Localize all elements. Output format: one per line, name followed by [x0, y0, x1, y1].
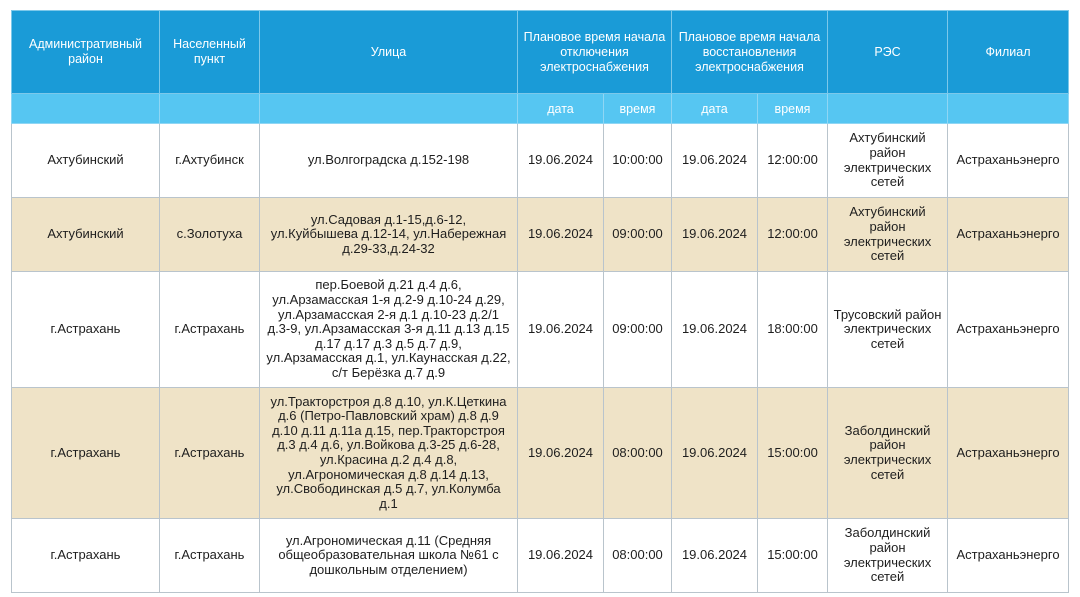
cell-on-time: 18:00:00	[758, 272, 828, 388]
cell-res: Трусовский район электрических сетей	[828, 272, 948, 388]
outage-schedule-table	[11, 10, 1069, 593]
table-header	[12, 11, 1069, 124]
cell-res: Заболдинский район электрических сетей	[828, 388, 948, 519]
header-street: Улица	[260, 11, 518, 94]
header-off-time: Плановое время начала отключения электроснабжения	[518, 11, 672, 94]
cell-on-time: 15:00:00	[758, 388, 828, 519]
cell-off-date: 19.06.2024	[518, 519, 604, 593]
header-on-time: Плановое время начала восстановления электроснабжения	[672, 11, 828, 94]
cell-district: г.Астрахань	[12, 272, 160, 388]
cell-branch: Астраханьэнерго	[948, 272, 1069, 388]
cell-settlement: с.Золотуха	[160, 198, 260, 272]
cell-res: Ахтубинский район электрических сетей	[828, 198, 948, 272]
cell-settlement: г.Ахтубинск	[160, 124, 260, 198]
subheader-on-date: дата	[672, 94, 758, 124]
cell-district: г.Астрахань	[12, 388, 160, 519]
cell-off-date: 19.06.2024	[518, 388, 604, 519]
cell-res: Заболдинский район электрических сетей	[828, 519, 948, 593]
table-row	[12, 198, 1069, 272]
subheader-row	[12, 94, 1069, 124]
cell-branch: Астраханьэнерго	[948, 388, 1069, 519]
cell-off-date: 19.06.2024	[518, 272, 604, 388]
cell-on-date: 19.06.2024	[672, 124, 758, 198]
subheader-on-time: время	[758, 94, 828, 124]
cell-branch: Астраханьэнерго	[948, 519, 1069, 593]
cell-on-date: 19.06.2024	[672, 272, 758, 388]
cell-district: Ахтубинский	[12, 124, 160, 198]
cell-street: пер.Боевой д.21 д.4 д.6, ул.Арзамасская 1-я д.2-9 д.10-24 д.29, ул.Арзамасская 2-я д.1 д.10-23 д.2/1 д.3-9, ул.Арзамасская 3-я д.11 д.13 д.15 д.17 д.17 д.3 д.5 д.7 д.9, ул.Арзамасская д.1, ул.Каунасская д.22, с/т Берёзка д.7 д.9	[260, 272, 518, 388]
header-branch: Филиал	[948, 11, 1069, 94]
subheader-off-date: дата	[518, 94, 604, 124]
subheader-off-time: время	[604, 94, 672, 124]
cell-on-date: 19.06.2024	[672, 519, 758, 593]
header-row	[12, 11, 1069, 94]
cell-off-time: 08:00:00	[604, 519, 672, 593]
cell-street: ул.Агрономическая д.11 (Средняя общеобразовательная школа №61 с дошкольным отделением)	[260, 519, 518, 593]
subheader-empty-street	[260, 94, 518, 124]
header-settlement: Населенный пункт	[160, 11, 260, 94]
cell-on-time: 12:00:00	[758, 124, 828, 198]
cell-off-date: 19.06.2024	[518, 198, 604, 272]
table-body	[12, 124, 1069, 593]
cell-off-time: 09:00:00	[604, 272, 672, 388]
cell-settlement: г.Астрахань	[160, 519, 260, 593]
cell-on-time: 15:00:00	[758, 519, 828, 593]
cell-on-date: 19.06.2024	[672, 388, 758, 519]
table-row	[12, 124, 1069, 198]
cell-street: ул.Волгоградска д.152-198	[260, 124, 518, 198]
table-row	[12, 519, 1069, 593]
cell-off-time: 09:00:00	[604, 198, 672, 272]
cell-off-time: 10:00:00	[604, 124, 672, 198]
cell-branch: Астраханьэнерго	[948, 124, 1069, 198]
cell-settlement: г.Астрахань	[160, 388, 260, 519]
cell-district: Ахтубинский	[12, 198, 160, 272]
cell-street: ул.Садовая д.1-15,д.6-12, ул.Куйбышева д.12-14, ул.Набережная д.29-33,д.24-32	[260, 198, 518, 272]
outage-schedule-table-wrapper	[11, 10, 1068, 593]
subheader-empty-branch	[948, 94, 1069, 124]
cell-settlement: г.Астрахань	[160, 272, 260, 388]
cell-off-time: 08:00:00	[604, 388, 672, 519]
table-row	[12, 272, 1069, 388]
cell-branch: Астраханьэнерго	[948, 198, 1069, 272]
subheader-empty-res	[828, 94, 948, 124]
subheader-empty-settlement	[160, 94, 260, 124]
cell-street: ул.Тракторстроя д.8 д.10, ул.К.Цеткина д.6 (Петро-Павловский храм) д.8 д.9 д.10 д.11 д.11а д.15, пер.Тракторстроя д.3 д.4 д.6, ул.Войкова д.3-25 д.6-28, ул.Красина д.2 д.4 д.8, ул.Агрономическая д.8 д.14 д.13, ул.Свободинская д.5 д.7, ул.Колумба д.1	[260, 388, 518, 519]
cell-on-date: 19.06.2024	[672, 198, 758, 272]
cell-res: Ахтубинский район электрических сетей	[828, 124, 948, 198]
cell-on-time: 12:00:00	[758, 198, 828, 272]
header-district: Административный район	[12, 11, 160, 94]
header-res: РЭС	[828, 11, 948, 94]
subheader-empty-district	[12, 94, 160, 124]
cell-district: г.Астрахань	[12, 519, 160, 593]
cell-off-date: 19.06.2024	[518, 124, 604, 198]
table-row	[12, 388, 1069, 519]
